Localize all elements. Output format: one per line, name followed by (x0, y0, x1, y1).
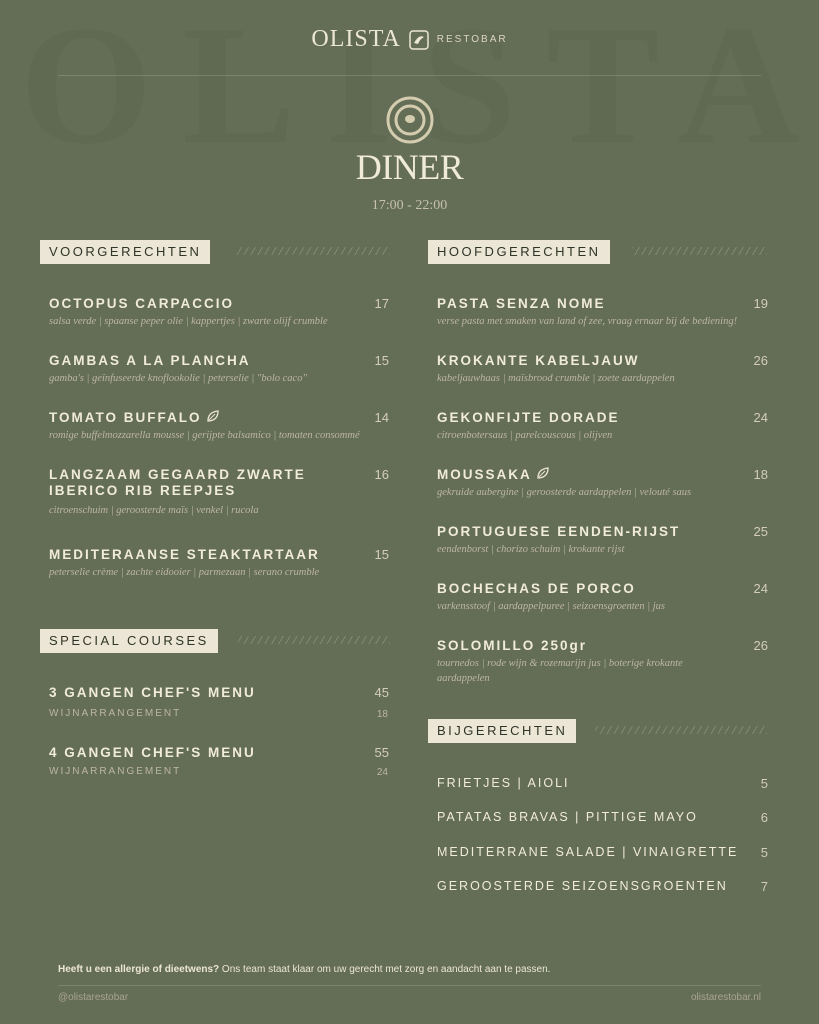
item-price: 26 (753, 638, 768, 653)
section-label-special-courses: SPECIAL COURSES (40, 629, 218, 653)
menu-item (437, 638, 737, 686)
item-name-row (49, 410, 379, 426)
item-description: varkensstoof | aardappelpuree | seizoensgroenten | jus (437, 601, 665, 612)
menu-item (49, 353, 359, 386)
footer-divider (58, 985, 761, 986)
item-description-line2: aardappelen (437, 673, 490, 684)
instagram-handle[interactable]: @olistarestobar (58, 992, 129, 1003)
allergy-note-question: Heeft u een allergie of dieetwens? (58, 964, 220, 975)
wine-pairing-label: WIJNARRANGEMENT (49, 708, 182, 719)
side-item: GEROOSTERDE SEIZOENSGROENTEN (437, 879, 728, 893)
item-price: 5 (760, 776, 768, 791)
menu-item (49, 685, 349, 701)
leaf-icon (536, 467, 550, 480)
item-description: gekruide aubergine | geroosterde aardappelen | velouté saus (437, 487, 692, 498)
allergy-note (58, 964, 550, 975)
item-description: peterselie crème | zachte eidooier | parmezaan | serano crumble (49, 567, 320, 578)
side-item: PATATAS BRAVAS | PITTIGE MAYO (437, 810, 698, 824)
item-description: citroenschuim | geroosterde maïs | venkel | rucola (49, 505, 259, 516)
item-price: 14 (374, 410, 389, 425)
item-name: TOMATO BUFFALO (49, 410, 202, 425)
item-name-line2: IBERICO RIB REEPJES (49, 483, 237, 498)
emblem-icon (386, 96, 434, 144)
item-price: 25 (753, 524, 768, 539)
menu-item (49, 467, 359, 518)
item-name: MOUSSAKA (437, 467, 532, 482)
item-price: 19 (753, 296, 768, 311)
section-label-hoofdgerechten: HOOFDGERECHTEN (428, 240, 610, 264)
website-link[interactable]: olistarestobar.nl (690, 992, 761, 1003)
menu-item (49, 296, 359, 329)
menu-item (49, 410, 379, 443)
page-title: DINER (355, 147, 464, 187)
section-divider (595, 726, 767, 734)
opening-hours: 17:00 - 22:00 (371, 198, 448, 213)
section-divider (238, 636, 390, 644)
item-price: 16 (374, 467, 389, 482)
item-price: 18 (753, 467, 768, 482)
menu-item (437, 410, 737, 443)
menu-item (437, 581, 737, 614)
side-item: MEDITERRANE SALADE | VINAIGRETTE (437, 845, 739, 859)
side-item: FRIETJES | AIOLI (437, 776, 570, 790)
item-name: SOLOMILLO 250gr (437, 638, 588, 653)
item-description: eendenborst | chorizo schuim | krokante rijst (437, 544, 625, 555)
menu-item (49, 745, 349, 761)
item-name: LANGZAAM GEGAARD ZWARTE (49, 467, 306, 482)
item-description: salsa verde | spaanse peper olie | kappertjes | zwarte olijf crumble (49, 316, 328, 327)
item-price: 24 (753, 581, 768, 596)
item-price: 24 (753, 410, 768, 425)
item-price: 5 (760, 845, 768, 860)
menu-item (437, 524, 737, 557)
item-name-row (437, 467, 737, 483)
wine-pairing-label: WIJNARRANGEMENT (49, 766, 182, 777)
leaf-icon (206, 410, 220, 423)
item-description: citroenbotersaus | parelcouscous | olijven (437, 430, 613, 441)
item-name: BOCHECHAS DE PORCO (437, 581, 636, 596)
item-price: 17 (374, 296, 389, 311)
top-divider (58, 75, 761, 76)
item-description: verse pasta met smaken van land of zee, vraag ernaar bij de bediening! (437, 316, 738, 327)
item-description: tournedos | rode wijn & rozemarijn jus | boterige krokante (437, 658, 683, 669)
menu-item (49, 547, 359, 580)
section-label-bijgerechten: BIJGERECHTEN (428, 719, 576, 743)
item-name: KROKANTE KABELJAUW (437, 353, 640, 368)
item-name: 4 GANGEN CHEF'S MENU (49, 745, 256, 760)
item-price: 55 (374, 745, 389, 760)
item-name: OCTOPUS CARPACCIO (49, 296, 235, 311)
menu-item (437, 467, 737, 500)
brand-subtitle: RESTOBAR (436, 34, 508, 45)
allergy-note-text: Ons team staat klaar om uw gerecht met zorg en aandacht aan te passen. (219, 964, 551, 975)
section-divider (235, 247, 390, 255)
item-name: PORTUGUESE EENDEN-RIJST (437, 524, 681, 539)
menu-item (437, 353, 737, 386)
item-name: GAMBAS A LA PLANCHA (49, 353, 251, 368)
item-name: MEDITERAANSE STEAKTARTAAR (49, 547, 320, 562)
wine-pairing-price: 24 (376, 767, 388, 778)
section-divider (632, 247, 767, 255)
item-description: kabeljauwhaas | maïsbrood crumble | zoete aardappelen (437, 373, 675, 384)
item-name: 3 GANGEN CHEF'S MENU (49, 685, 256, 700)
wine-pairing-price: 18 (376, 709, 388, 720)
item-description: romige buffelmozzarella mousse | gerijpte balsamico | tomaten consommé (49, 430, 360, 441)
menu-item (437, 296, 757, 329)
item-name: PASTA SENZA NOME (437, 296, 606, 311)
item-price: 6 (760, 810, 768, 825)
item-price: 7 (760, 879, 768, 894)
item-price: 45 (374, 685, 389, 700)
item-name: GEKONFIJTE DORADE (437, 410, 620, 425)
section-label-voorgerechten: VOORGERECHTEN (40, 240, 210, 264)
header (0, 26, 819, 53)
brand-name: OLISTA (311, 26, 401, 52)
item-price: 15 (374, 353, 389, 368)
item-description: gamba's | geïnfuseerde knoflookolie | peterselie | "bolo caco" (49, 373, 307, 384)
brand (311, 26, 507, 53)
item-price: 15 (374, 547, 389, 562)
item-price: 26 (753, 353, 768, 368)
olista-logo-icon (409, 30, 429, 50)
